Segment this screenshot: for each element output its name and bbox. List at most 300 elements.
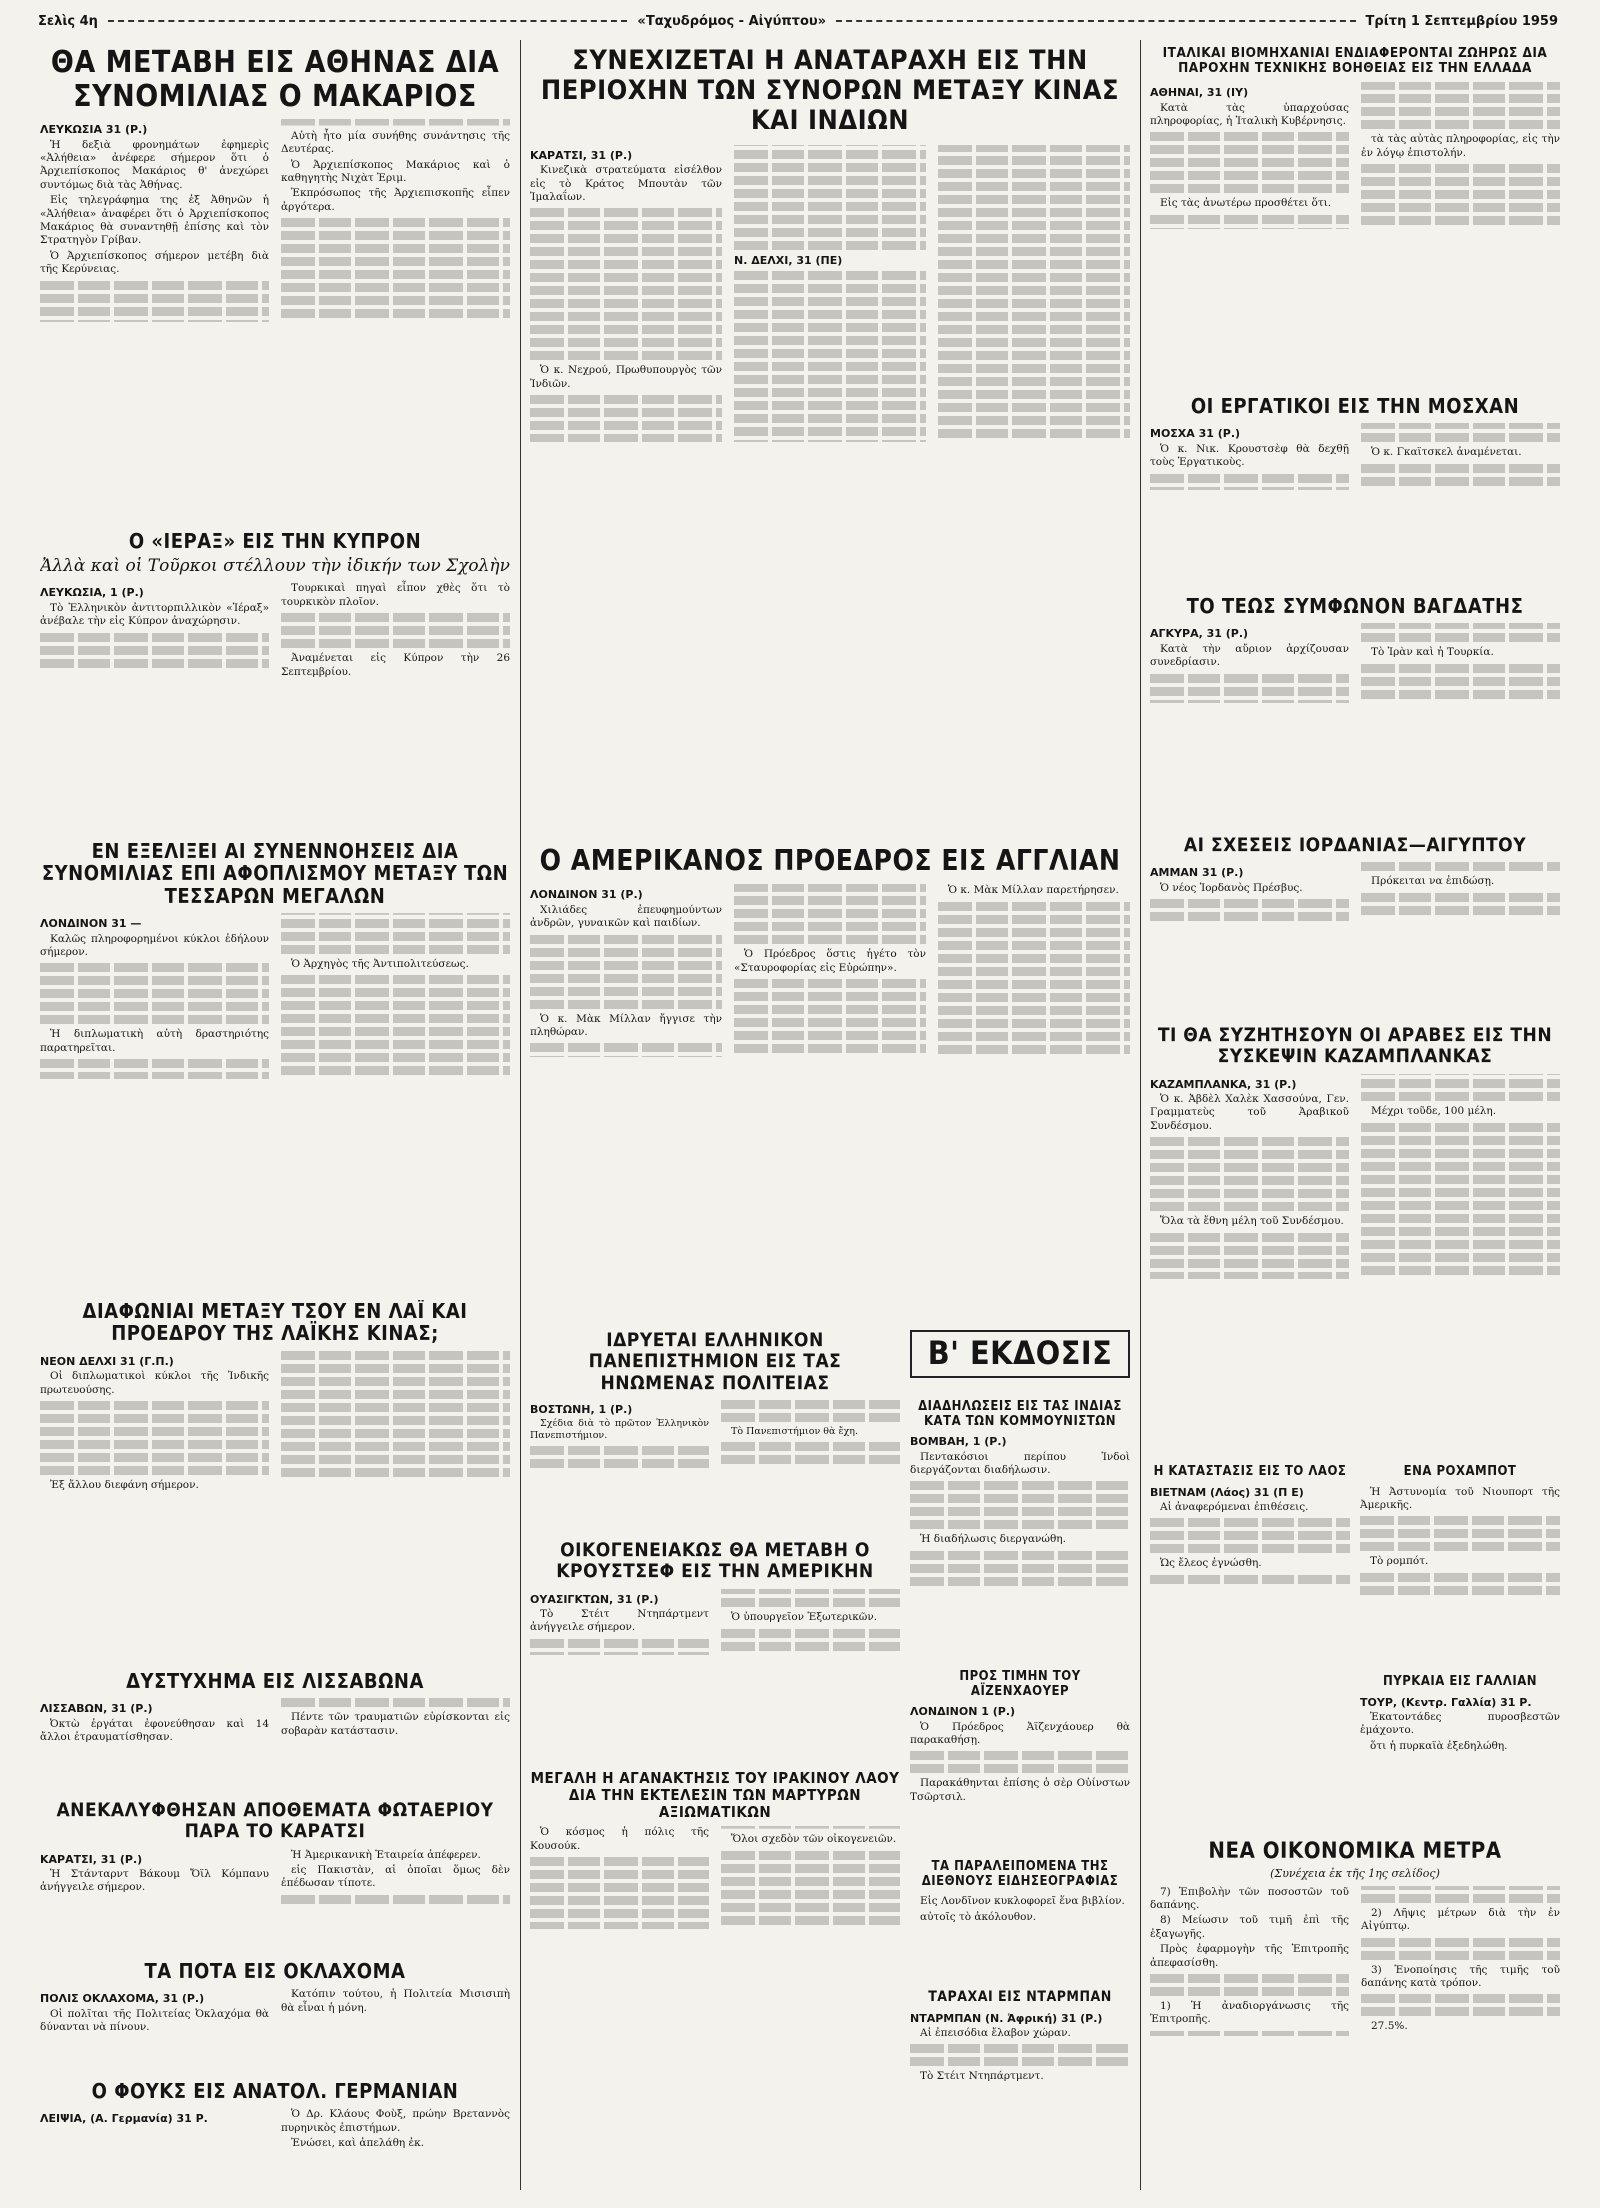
- illegible-text-line: [734, 297, 926, 306]
- illegible-text-line: [281, 1027, 510, 1036]
- paragraph: Καλῶς πληροφορημένοι κύκλοι ἐδήλουν σήμερον.: [40, 932, 269, 958]
- illegible-text-line: [1361, 1894, 1560, 1903]
- headline: ΔΙΑΦΩΝΙΑΙ ΜΕΤΑΞΥ ΤΣΟΥ ΕΝ ΛΑΪ ΚΑΙ ΠΡΟΕΔΡΟΥ ΤΗΣ ΛΑΪΚΗΣ ΚΙΝΑΣ;: [82, 1300, 468, 1346]
- paragraph: Αὐτὴ ἦτο μία συνήθης συνάντησις τῆς Δευτέρας.: [281, 129, 510, 156]
- article-body: [1150, 1886, 1560, 2036]
- article-karachi: [40, 1800, 510, 1950]
- paragraph: Κινεζικὰ στρατεύματα εἰσέλθον εἰς τὸ Κράτος Μπουτὰν τῶν Ἰμαλαΐων.: [530, 164, 722, 203]
- illegible-text-line: [938, 967, 1130, 976]
- illegible-text-line: [938, 234, 1130, 243]
- paragraph: Ὅλοι σχεδὸν τῶν οἰκογενειῶν.: [731, 1833, 897, 1846]
- illegible-text-line: [1361, 1123, 1560, 1132]
- illegible-text-line: [1150, 1259, 1349, 1268]
- illegible-text-line: [281, 1040, 510, 1049]
- illegible-text-line: [938, 928, 1130, 937]
- illegible-text-line: [734, 215, 926, 224]
- article-four-powers: [40, 840, 510, 1290]
- paragraph: Τὸ ρομπότ.: [1370, 1555, 1429, 1568]
- article-baghdad: [1150, 595, 1560, 825]
- illegible-text-line: [40, 963, 269, 972]
- illegible-text-line: [1361, 633, 1560, 642]
- illegible-text-line: [938, 312, 1130, 321]
- paragraph: Ὁ Πρόεδρος ὅστις ἠγέτο τὸν «Σταυροφορίας εἰς Εὐρώπην».: [734, 948, 926, 974]
- illegible-text-line: [1361, 1227, 1560, 1236]
- illegible-text-line: [530, 1446, 709, 1455]
- article-durban: [910, 1990, 1130, 2190]
- headline: Ο «ΙΕΡΑΞ» ΕΙΣ ΤΗΝ ΚΥΠΡΟΝ: [128, 530, 422, 553]
- dateline: Ν. ΔΕΛΧΙ, 31 (ΠΕ): [734, 253, 843, 267]
- illegible-text-line: [1150, 1233, 1349, 1242]
- illegible-text-line: [281, 988, 510, 997]
- article-body: [530, 884, 1130, 1057]
- box-second-edition: [910, 1330, 1130, 1390]
- article-casablanca: [1150, 1025, 1560, 1455]
- article-body: [1150, 82, 1560, 229]
- article-body: [530, 1826, 900, 1928]
- illegible-text-line: [734, 176, 926, 185]
- paragraph: Εἰς τηλεγράφημα της ἐξ Ἀθηνῶν ἡ «Ἀλήθεια» ἀναφέρει ὅτι ὁ Ἀρχιεπίσκοπος Μακάριος θὰ συναντηθῇ ἐπίσης καὶ τὸν Στρατηγὸν Γρίβαν.: [40, 194, 269, 247]
- illegible-text-line: [1150, 1544, 1350, 1553]
- illegible-text-line: [734, 935, 926, 944]
- illegible-text-line: [40, 659, 269, 668]
- illegible-text-line: [1361, 1214, 1560, 1223]
- paragraph: Τουρκικαὶ πηγαὶ εἶπον χθὲς ὅτι τὸ τουρκικὸν πλοῖον.: [281, 582, 510, 608]
- headline: ΑΝΕΚΑΛΥΦΘΗΣΑΝ ΑΠΟΘΕΜΑΤΑ ΦΩΤΑΕΡΙΟΥ ΠΑΡΑ ΤΟ ΚΑΡΑΤΣΙ: [56, 1800, 494, 1843]
- dateline: ΛΟΝΔΙΝΟΝ 31 —: [40, 917, 142, 931]
- article-italy: [1150, 46, 1560, 386]
- illegible-text-line: [734, 323, 926, 332]
- illegible-text-line: [530, 312, 722, 321]
- illegible-text-line: [734, 202, 926, 211]
- illegible-text-line: [281, 1014, 510, 1023]
- illegible-text-line: [734, 1044, 926, 1053]
- illegible-text-line: [530, 208, 722, 217]
- dateline: ΛΙΣΣΑΒΩΝ, 31 (Ρ.): [40, 1702, 153, 1716]
- paragraph: Ὁ κ. Νεχρού, Πρωθυπουργὸς τῶν Ἰνδιῶν.: [530, 364, 722, 390]
- illegible-text-line: [1150, 171, 1349, 180]
- illegible-text-line: [281, 270, 510, 279]
- illegible-text-line: [281, 1364, 510, 1373]
- illegible-text-line: [910, 2044, 1130, 2053]
- illegible-text-line: [281, 626, 510, 635]
- illegible-text-line: [734, 163, 926, 172]
- illegible-text-line: [530, 338, 722, 347]
- headline: ΤΑΡΑΧΑΙ ΕΙΣ ΝΤΑΡΜΠΑΝ: [928, 1990, 1112, 2005]
- illegible-text-line: [1360, 1573, 1560, 1582]
- masthead-rule: [108, 20, 627, 22]
- dateline: ΒΟΣΤΩΝΗ, 1 (Ρ.): [530, 1402, 633, 1416]
- illegible-text-line: [938, 182, 1130, 191]
- illegible-text-line: [530, 1896, 709, 1905]
- article-india-communists: [910, 1400, 1130, 1660]
- illegible-text-line: [40, 1453, 269, 1462]
- article-foux: [40, 2080, 510, 2190]
- illegible-text-line: [721, 1890, 900, 1899]
- illegible-text-line: [281, 309, 510, 318]
- illegible-text-line: [530, 1870, 709, 1879]
- article-iraq: [530, 1770, 900, 2190]
- illegible-text-line: [281, 1390, 510, 1399]
- paragraph: Ὁ Δρ. Κλάους Φοὺξ, πρώην Βρεταννὸς πυρηνικὸς ἐπιστήμων.: [281, 2108, 510, 2134]
- article-body: [1150, 1486, 1350, 1584]
- illegible-text-line: [938, 247, 1130, 256]
- illegible-text-line: [1361, 1994, 1560, 2003]
- illegible-text-line: [1361, 464, 1560, 473]
- illegible-text-line: [1361, 216, 1560, 225]
- illegible-text-line: [1150, 1163, 1349, 1172]
- illegible-text-line: [1361, 664, 1560, 673]
- article-body: [40, 1351, 510, 1493]
- article-body: [40, 1988, 510, 2034]
- article-economic: [1150, 1840, 1560, 2190]
- paragraph: Ἡ Ἀστυνομία τοῦ Νιουπορτ τῆς Ἀμερικῆς.: [1360, 1485, 1560, 1511]
- illegible-text-line: [721, 1877, 900, 1886]
- headline: ΟΙΚΟΓΕΝΕΙΑΚΩΣ ΘΑ ΜΕΤΑΒΗ Ο ΚΡΟΥΣΤΣΕΦ ΕΙΣ ΤΗΝ ΑΜΕΡΙΚΗΝ: [556, 1540, 874, 1583]
- illegible-text-line: [1150, 1531, 1350, 1540]
- illegible-text-line: [1150, 1518, 1350, 1527]
- illegible-text-line: [721, 1851, 900, 1860]
- illegible-text-line: [734, 228, 926, 237]
- column-rule: [1140, 40, 1141, 2190]
- illegible-text-line: [734, 992, 926, 1001]
- illegible-text-line: [721, 1916, 900, 1925]
- illegible-text-line: [938, 156, 1130, 165]
- article-body: [1150, 423, 1560, 489]
- illegible-text-line: [938, 915, 1130, 924]
- masthead: [38, 8, 1558, 34]
- illegible-text-line: [938, 377, 1130, 386]
- illegible-text-line: [40, 1059, 269, 1068]
- headline: ΙΔΡΥΕΤΑΙ ΕΛΛΗΝΙΚΟΝ ΠΑΝΕΠΙΣΤΗΜΙΟΝ ΕΙΣ ΤΑΣ ΗΝΩΜΕΝΑΣ ΠΟΛΙΤΕΙΑΣ: [588, 1330, 842, 1394]
- article-body: [40, 582, 510, 679]
- illegible-text-line: [938, 993, 1130, 1002]
- illegible-text-line: [1361, 690, 1560, 699]
- headline: ΠΡΟΣ ΤΙΜΗΝ ΤΟΥ ΑΪΖΕΝΧΑΟΥΕΡ: [959, 1670, 1081, 1699]
- headline: Ο ΦΟΥΚΣ ΕΙΣ ΑΝΑΤΟΛ. ΓΕΡΜΑΝΙΑΝ: [91, 2080, 459, 2103]
- illegible-text-line: [40, 1002, 269, 1011]
- article-laos: [1150, 1465, 1350, 1665]
- paragraph: Ὀκτὼ ἐργάται ἐφονεύθησαν καὶ 14 ἄλλοι ἐτραυματίσθησαν.: [40, 1717, 269, 1744]
- headline: ΕΝΑ ΡΟΧΑΜΠΟΤ: [1403, 1465, 1517, 1479]
- illegible-text-line: [938, 954, 1130, 963]
- paragraph: Κατόπιν τούτου, ἡ Πολιτεία Μισισιπὴ θὰ εἶναι ἡ μόνη.: [281, 1988, 510, 2014]
- paragraph: Ἐξ ἄλλου διεφάνη σήμερον.: [50, 1479, 199, 1491]
- illegible-text-line: [938, 299, 1130, 308]
- paragraph: Ὁ ὑπουργεῖον Ἐξωτερικῶν.: [731, 1611, 878, 1624]
- dateline: ΑΓΚΥΡΑ, 31 (Ρ.): [1150, 627, 1249, 641]
- illegible-text-line: [530, 974, 722, 983]
- illegible-text-line: [1361, 1201, 1560, 1210]
- illegible-text-line: [721, 1903, 900, 1912]
- paragraph: Τὸ Στέιτ Ντηπάρτμεντ ἀνήγγειλε σήμερον.: [530, 1607, 709, 1634]
- illegible-text-line: [281, 244, 510, 253]
- headline: ΤΙ ΘΑ ΣΥΖΗΤΗΣΟΥΝ ΟΙ ΑΡΑΒΕΣ ΕΙΣ ΤΗΝ ΣΥΣΚΕΨΙΝ ΚΑΖΑΜΠΛΑΝΚΑΣ: [1157, 1025, 1553, 1068]
- paragraph: 7) Ἐπιβολὴν τῶν ποσοστῶν τοῦ δαπάνης.: [1150, 1885, 1349, 1912]
- paragraph: Ὁ νέος Ἰορδανὸς Πρέσβυς.: [1160, 881, 1303, 894]
- paragraph: Ὅλα τὰ ἔθνη μέλη τοῦ Συνδέσμου.: [1160, 1215, 1344, 1228]
- article-body: [1360, 1696, 1560, 1754]
- illegible-text-line: [1361, 120, 1560, 129]
- illegible-text-line: [1361, 177, 1560, 186]
- illegible-text-line: [938, 1032, 1130, 1041]
- headline: Ο ΑΜΕΡΙΚΑΝΟΣ ΠΡΟΕΔΡΟΣ ΕΙΣ ΑΓΓΛΙΑΝ: [539, 845, 1121, 877]
- headline: ΜΕΓΑΛΗ Η ΑΓΑΝΑΚΤΗΣΙΣ ΤΟΥ ΙΡΑΚΙΝΟΥ ΛΑΟΥ ΔΙΑ ΤΗΝ ΕΚΤΕΛΕΣΙΝ ΤΩΝ ΜΑΡΤΥΡΩΝ ΑΞΙΩΜΑΤΙΚΩΝ: [530, 1770, 900, 1821]
- illegible-text-line: [281, 1066, 510, 1075]
- illegible-text-line: [910, 1520, 1130, 1529]
- illegible-text-line: [1361, 1149, 1560, 1158]
- illegible-text-line: [734, 150, 926, 159]
- illegible-text-line: [910, 1481, 1130, 1490]
- illegible-text-line: [1361, 107, 1560, 116]
- illegible-text-line: [281, 257, 510, 266]
- paragraph: Ὁ Πρόεδρος Ἀϊζενχάουερ θὰ παρακαθήσῃ.: [910, 1720, 1130, 1746]
- article-honor-eisenhower: [910, 1670, 1130, 1850]
- headline: ΤΑ ΠΑΡΑΛΕΙΠΟΜΕΝΑ ΤΗΣ ΔΙΕΘΝΟΥΣ ΕΙΔΗΣΕΟΓΡΑΦΙΑΣ: [921, 1860, 1119, 1889]
- headline: ΟΙ ΕΡΓΑΤΙΚΟΙ ΕΙΣ ΤΗΝ ΜΟΣΧΑΝ: [1190, 395, 1520, 418]
- article-body: [530, 1400, 900, 1470]
- article-body: [530, 1589, 900, 1655]
- illegible-text-line: [281, 296, 510, 305]
- headline: Β' ΕΚΔΟΣΙΣ: [910, 1330, 1130, 1378]
- illegible-text-line: [1361, 906, 1560, 915]
- paragraph: 1) Ἡ ἀναδιοργάνωσις τῆς Ἐπιτροπῆς.: [1150, 2000, 1349, 2026]
- illegible-text-line: [734, 388, 926, 397]
- paragraph: Ἀναμένεται εἰς Κύπρον τὴν 26 Σεπτεμβρίου.: [281, 652, 510, 678]
- illegible-text-line: [530, 1000, 722, 1009]
- article-body: [1150, 862, 1560, 922]
- illegible-text-line: [281, 1001, 510, 1010]
- paragraph: Οἱ πολῖται τῆς Πολιτείας Ὀκλαχόμα θὰ δύνανται νὰ πίνουν.: [40, 2007, 269, 2034]
- illegible-text-line: [1361, 477, 1560, 486]
- article-body: [910, 1435, 1130, 1586]
- illegible-text-line: [938, 1019, 1130, 1028]
- illegible-text-line: [1150, 1202, 1349, 1211]
- article-press: [910, 1860, 1130, 1980]
- illegible-text-line: [1361, 1266, 1560, 1275]
- headline: ΘΑ ΜΕΤΑΒΗ ΕΙΣ ΑΘΗΝΑΣ ΔΙΑ ΣΥΝΟΜΙΛΙΑΣ Ο ΜΑΚΑΡΙΟΣ: [50, 46, 500, 114]
- paragraph: Ἡ δεξιὰ φρονημάτων ἐφημερὶς «Ἀλήθεια» ἀνέφερε σήμερον ὅτι ὁ Ἀρχιεπίσκοπος Μακάριος θ' ἀνεχώρει συντόμως διὰ τὰς Ἀθήνας.: [40, 138, 269, 191]
- paragraph: Σχέδια διὰ τὸ πρῶτον Ἑλληνικὸν Πανεπιστήμιον.: [530, 1417, 709, 1441]
- dateline: ΒΟΜΒΑΗ, 1 (Ρ.): [910, 1435, 1007, 1449]
- illegible-text-line: [40, 294, 269, 303]
- paper-name: «Ταχυδρόμος - Αἰγύπτου»: [637, 13, 827, 29]
- illegible-text-line: [40, 989, 269, 998]
- subheadline: Ἀλλὰ καὶ οἱ Τοῦρκοι στέλλουν τὴν ἰδικήν των Σχολὴν: [40, 556, 510, 577]
- illegible-text-line: [910, 1577, 1130, 1586]
- headline: ΠΥΡΚΑΪΑ ΕΙΣ ΓΑΛΛΙΑΝ: [1382, 1675, 1538, 1689]
- illegible-text-line: [1361, 190, 1560, 199]
- illegible-text-line: [40, 1466, 269, 1475]
- illegible-text-line: [938, 169, 1130, 178]
- illegible-text-line: [1361, 1951, 1560, 1960]
- illegible-text-line: [938, 1006, 1130, 1015]
- illegible-text-line: [910, 1507, 1130, 1516]
- illegible-text-line: [530, 1883, 709, 1892]
- illegible-text-line: [530, 325, 722, 334]
- illegible-text-line: [734, 271, 926, 280]
- illegible-text-line: [734, 1005, 926, 1014]
- headline: ΔΥΣΤΥΧΗΜΑ ΕΙΣ ΛΙΣΣΑΒΩΝΑ: [126, 1670, 424, 1693]
- illegible-text-line: [938, 273, 1130, 282]
- illegible-text-line: [938, 941, 1130, 950]
- article-body: [910, 1895, 1130, 1924]
- illegible-text-line: [734, 284, 926, 293]
- article-body: [40, 1849, 510, 1904]
- illegible-text-line: [530, 1043, 722, 1052]
- illegible-text-line: [721, 1642, 900, 1651]
- paragraph: τὰ τὰς αὐτὰς πληροφορίας, εἰς τὴν ἐν λόγῳ ἐπιστολήν.: [1361, 133, 1560, 159]
- paragraph: 8) Μείωσιν τοῦ τιμῆ ἐπὶ τῆς ἐξαγωγῆς.: [1150, 1914, 1349, 1940]
- dateline: ΛΕΥΚΩΣΙΑ, 1 (Ρ.): [40, 586, 144, 600]
- illegible-text-line: [1150, 1176, 1349, 1185]
- article-body: [40, 913, 510, 1079]
- illegible-text-line: [938, 902, 1130, 911]
- illegible-text-line: [1150, 474, 1349, 483]
- paragraph: Πρόκειται να ἐπιδώσῃ.: [1371, 875, 1495, 888]
- dateline: ΛΟΝΔΙΝΟΝ 1 (Ρ.): [910, 1705, 1016, 1719]
- illegible-text-line: [40, 976, 269, 985]
- paragraph: Πεντακόσιοι περίπου Ἰνδοὶ διεργάζονται διαδήλωσιν.: [910, 1450, 1130, 1476]
- headline: Η ΚΑΤΑΣΤΑΣΙΣ ΕΙΣ ΤΟ ΛΑΟΣ: [1153, 1465, 1347, 1479]
- illegible-text-line: [1150, 132, 1349, 141]
- article-khrushchev: [530, 1540, 900, 1760]
- illegible-text-line: [281, 975, 510, 984]
- headline: ΕΝ ΕΞΕΛΙΞΕΙ ΑΙ ΣΥΝΕΝΝΟΗΣΕΙΣ ΔΙΑ ΣΥΝΟΜΙΛΙΑΣ ΕΠΙ ΑΦΟΠΛΙΣΜΟΥ ΜΕΤΑΞΥ ΤΩΝ ΤΕΣΣΑΡΩΝ ΜΕΓΑΛΩΝ: [41, 840, 509, 908]
- illegible-text-line: [1361, 677, 1560, 686]
- illegible-text-line: [281, 1455, 510, 1464]
- paragraph: Ἡ διαδήλωσις διεργανώθη.: [920, 1533, 1066, 1546]
- article-jordan-egypt: [1150, 835, 1560, 1015]
- illegible-text-line: [1360, 1586, 1560, 1595]
- article-university: [530, 1330, 900, 1530]
- illegible-text-line: [530, 247, 722, 256]
- article-robot: [1360, 1465, 1560, 1665]
- illegible-text-line: [281, 945, 510, 954]
- illegible-text-line: [1360, 1542, 1560, 1551]
- illegible-text-line: [1360, 1529, 1560, 1538]
- illegible-text-line: [910, 1494, 1130, 1503]
- illegible-text-line: [1150, 912, 1349, 921]
- illegible-text-line: [40, 633, 269, 642]
- article-india-border: [530, 46, 1130, 836]
- illegible-text-line: [281, 1442, 510, 1451]
- illegible-text-line: [1361, 1188, 1560, 1197]
- illegible-text-line: [1150, 687, 1349, 696]
- paragraph: Τὸ Ἰρὰν καὶ ἡ Τουρκία.: [1371, 646, 1494, 659]
- dateline: ΛΕΙΨΙΑ, (Α. Γερμανία) 31 Ρ.: [40, 2112, 208, 2126]
- illegible-text-line: [1361, 203, 1560, 212]
- paragraph: ὅτι ἡ πυρκαϊὰ ἐξεδηλώθη.: [1370, 1739, 1508, 1752]
- illegible-text-line: [1150, 1189, 1349, 1198]
- illegible-text-line: [281, 1053, 510, 1062]
- illegible-text-line: [910, 1751, 1130, 1760]
- illegible-text-line: [1150, 1987, 1349, 1996]
- illegible-text-line: [281, 1895, 510, 1904]
- dateline: ΑΜΜΑΝ 31 (Ρ.): [1150, 866, 1244, 880]
- article-body: [530, 145, 1130, 442]
- illegible-text-line: [530, 961, 722, 970]
- issue-date: Τρίτη 1 Σεπτεμβρίου 1959: [1365, 13, 1559, 29]
- dateline: ΛΟΝΔΙΝΟΝ 31 (Ρ.): [530, 888, 643, 902]
- dateline: ΛΕΥΚΩΣΙΑ 31 (Ρ.): [40, 123, 148, 137]
- illegible-text-line: [938, 416, 1130, 425]
- article-moscow: [1150, 395, 1560, 585]
- illegible-text-line: [1361, 1253, 1560, 1262]
- paragraph: Ὁ κόσμος ἡ πόλις τῆς Κουσούκ.: [530, 1826, 709, 1852]
- article-ierax: [40, 530, 510, 830]
- paragraph: Κατὰ τὴν αὔριον ἀρχίζουσαν συνεδρίασιν.: [1150, 642, 1349, 669]
- article-india-china: [40, 1300, 510, 1660]
- illegible-text-line: [281, 1403, 510, 1412]
- headline: ΙΤΑΛΙΚΑΙ ΒΙΟΜΗΧΑΝΙΑΙ ΕΝΔΙΑΦΕΡΟΝΤΑΙ ΖΩΗΡΩΣ ΔΙΑ ΠΑΡΟΧΗΝ ΤΕΧΝΙΚΗΣ ΒΟΗΘΕΙΑΣ ΕΙΣ ΤΗΝ ΕΛΛΑΔΑ: [1162, 46, 1548, 77]
- illegible-text-line: [281, 639, 510, 648]
- headline: ΤΟ ΤΕΩΣ ΣΥΜΦΩΝΟΝ ΒΑΓΔΑΤΗΣ: [1186, 595, 1524, 618]
- illegible-text-line: [1150, 145, 1349, 154]
- headline: ΤΑ ΠΟΤΑ ΕΙΣ ΟΚΛΑΧΟΜΑ: [144, 1960, 406, 1983]
- illegible-text-line: [734, 909, 926, 918]
- illegible-text-line: [938, 403, 1130, 412]
- paragraph: Ὁ κ. Νικ. Κρουστσὲφ θὰ δεχθῇ τοὺς Ἐργατικοὺς.: [1150, 442, 1349, 469]
- illegible-text-line: [1150, 899, 1349, 908]
- illegible-text-line: [938, 980, 1130, 989]
- article-body: [910, 1705, 1130, 1804]
- illegible-text-line: [1150, 674, 1349, 683]
- illegible-text-line: [734, 241, 926, 250]
- illegible-text-line: [281, 1468, 510, 1477]
- illegible-text-line: [938, 286, 1130, 295]
- illegible-text-line: [1150, 1246, 1349, 1255]
- headline: ΣΥΝΕΧΙΖΕΤΑΙ Η ΑΝΑΤΑΡΑΧΗ ΕΙΣ ΤΗΝ ΠΕΡΙΟΧΗΝ ΤΩΝ ΣΥΝΟΡΩΝ ΜΕΤΑΞΥ ΚΙΝΑΣ ΚΑΙ ΙΝΔΙΩΝ: [540, 46, 1120, 137]
- illegible-text-line: [1361, 164, 1560, 173]
- illegible-text-line: [530, 299, 722, 308]
- dateline: ΜΟΣΧΑ 31 (Ρ.): [1150, 427, 1241, 441]
- paragraph: Ὁ κ. Μὰκ Μίλλαν ἤγγισε τὴν πληθώραν.: [530, 1012, 722, 1038]
- illegible-text-line: [1361, 1240, 1560, 1249]
- illegible-text-line: [530, 286, 722, 295]
- article-oklahoma: [40, 1960, 510, 2070]
- illegible-text-line: [938, 208, 1130, 217]
- illegible-text-line: [1150, 1150, 1349, 1159]
- illegible-text-line: [530, 987, 722, 996]
- illegible-text-line: [938, 1045, 1130, 1054]
- illegible-text-line: [734, 349, 926, 358]
- illegible-text-line: [734, 401, 926, 410]
- illegible-text-line: [910, 1551, 1130, 1560]
- dateline: ΚΑΡΑΤΣΙ, 31 (Ρ.): [40, 1852, 143, 1866]
- dateline: ΝΕΟΝ ΔΕΛΧΙ 31 (Γ.Π.): [40, 1354, 174, 1368]
- illegible-text-line: [1361, 1092, 1560, 1101]
- illegible-text-line: [40, 1015, 269, 1024]
- article-body: [1150, 623, 1560, 702]
- paragraph: Αἱ ἐπεισόδια ἔλαβον χώραν.: [920, 2027, 1071, 2040]
- illegible-text-line: [721, 1629, 900, 1638]
- illegible-text-line: [734, 1031, 926, 1040]
- paragraph: Τὸ Ἑλληνικὸν ἀντιτορπιλλικὸν «Ἱέραξ» ἀνέβαλε τὴν εἰς Κύπρον ἀναχώρησιν.: [40, 601, 269, 628]
- illegible-text-line: [40, 281, 269, 290]
- illegible-text-line: [910, 2057, 1130, 2066]
- illegible-text-line: [281, 1429, 510, 1438]
- article-lisbon: [40, 1670, 510, 1790]
- illegible-text-line: [938, 221, 1130, 230]
- headline: ΝΕΑ ΟΙΚΟΝΟΜΙΚΑ ΜΕΤΡΑ: [1208, 1840, 1502, 1864]
- illegible-text-line: [734, 189, 926, 198]
- illegible-text-line: [1361, 2007, 1560, 2016]
- illegible-text-line: [1361, 94, 1560, 103]
- paragraph: Εἰς τὰς ἀνωτέρω προσθέτει ὅτι.: [1160, 197, 1332, 210]
- illegible-text-line: [530, 234, 722, 243]
- illegible-text-line: [938, 338, 1130, 347]
- illegible-text-line: [734, 310, 926, 319]
